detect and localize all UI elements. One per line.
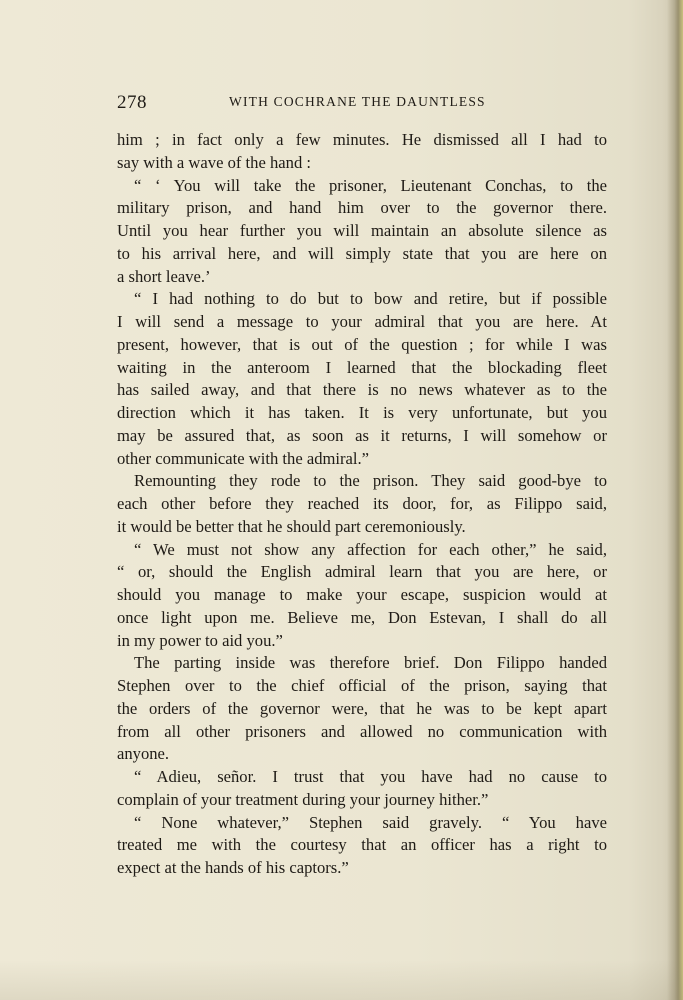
text-line: “ None whatever,” Stephen said gravely. “ You have bbox=[134, 812, 607, 832]
text-line: may be assured that, as soon as it returns, I will somehow or bbox=[117, 425, 607, 445]
text-line: the orders of the governor were, that he was to be kept apart bbox=[117, 698, 607, 718]
page-number: 278 bbox=[117, 92, 147, 113]
text-line: expect at the hands of his captors.” bbox=[117, 858, 349, 877]
text-line: should you manage to make your escape, suspicion would at bbox=[117, 585, 607, 604]
text-line: Until you hear further you will maintain an absolute silence as bbox=[117, 221, 607, 240]
text-line: has sailed away, and that there is no news whatever as to the bbox=[117, 380, 607, 400]
text-line: each other before they reached its door, for, as Filippo said, bbox=[117, 494, 607, 513]
text-line: treated me with the courtesy that an officer has a right to bbox=[117, 835, 607, 855]
running-head bbox=[117, 92, 607, 112]
text-line: direction which it has taken. It is very unfortunate, but you bbox=[117, 403, 607, 422]
text-line: military prison, and hand him over to the governor there. bbox=[117, 198, 607, 218]
text-line: it would be better that he should part ceremoniously. bbox=[117, 516, 466, 536]
text-line: The parting inside was therefore brief. Don Filippo handed bbox=[134, 653, 607, 673]
text-line: a short leave.’ bbox=[117, 266, 211, 286]
text-line: “ ‘ You will take the prisoner, Lieutenant Conchas, to the bbox=[134, 175, 607, 195]
text-line: once light upon me. Believe me, Don Estevan, I shall do all bbox=[117, 607, 607, 627]
text-line: “ I had nothing to do but to bow and retire, but if possible bbox=[134, 289, 607, 309]
text-line: to his arrival here, and will simply state that you are here on bbox=[117, 243, 607, 263]
text-line: “ We must not show any affection for each other,” he said, bbox=[134, 539, 607, 559]
text-line: in my power to aid you.” bbox=[117, 630, 283, 650]
text-line: “ Adieu, señor. I trust that you have had no cause to bbox=[134, 767, 607, 786]
text-line: Remounting they rode to the prison. They said good-bye to bbox=[134, 471, 607, 491]
text-line: present, however, that is out of the question ; for while I was bbox=[117, 334, 607, 354]
text-line: complain of your treatment during your journey hither.” bbox=[117, 789, 489, 809]
text-line: him ; in fact only a few minutes. He dismissed all I had to bbox=[117, 130, 607, 149]
text-line: anyone. bbox=[117, 744, 170, 764]
body-text bbox=[117, 129, 607, 880]
text-line: Stephen over to the chief official of the prison, saying that bbox=[117, 676, 607, 695]
running-head-title: WITH COCHRANE THE DAUNTLESS bbox=[229, 94, 486, 109]
text-line: I will send a message to your admiral that you are here. At bbox=[117, 312, 607, 331]
text-line: waiting in the anteroom I learned that the blockading fleet bbox=[117, 357, 607, 377]
text-line: other communicate with the admiral.” bbox=[117, 448, 370, 468]
text-line: say with a wave of the hand : bbox=[117, 152, 311, 172]
text-line: “ or, should the English admiral learn that you are here, or bbox=[117, 562, 607, 582]
page-bottom-shadow bbox=[0, 960, 683, 1000]
page-edge-shadow bbox=[667, 0, 683, 1000]
text-line: from all other prisoners and allowed no communication with bbox=[117, 721, 607, 741]
